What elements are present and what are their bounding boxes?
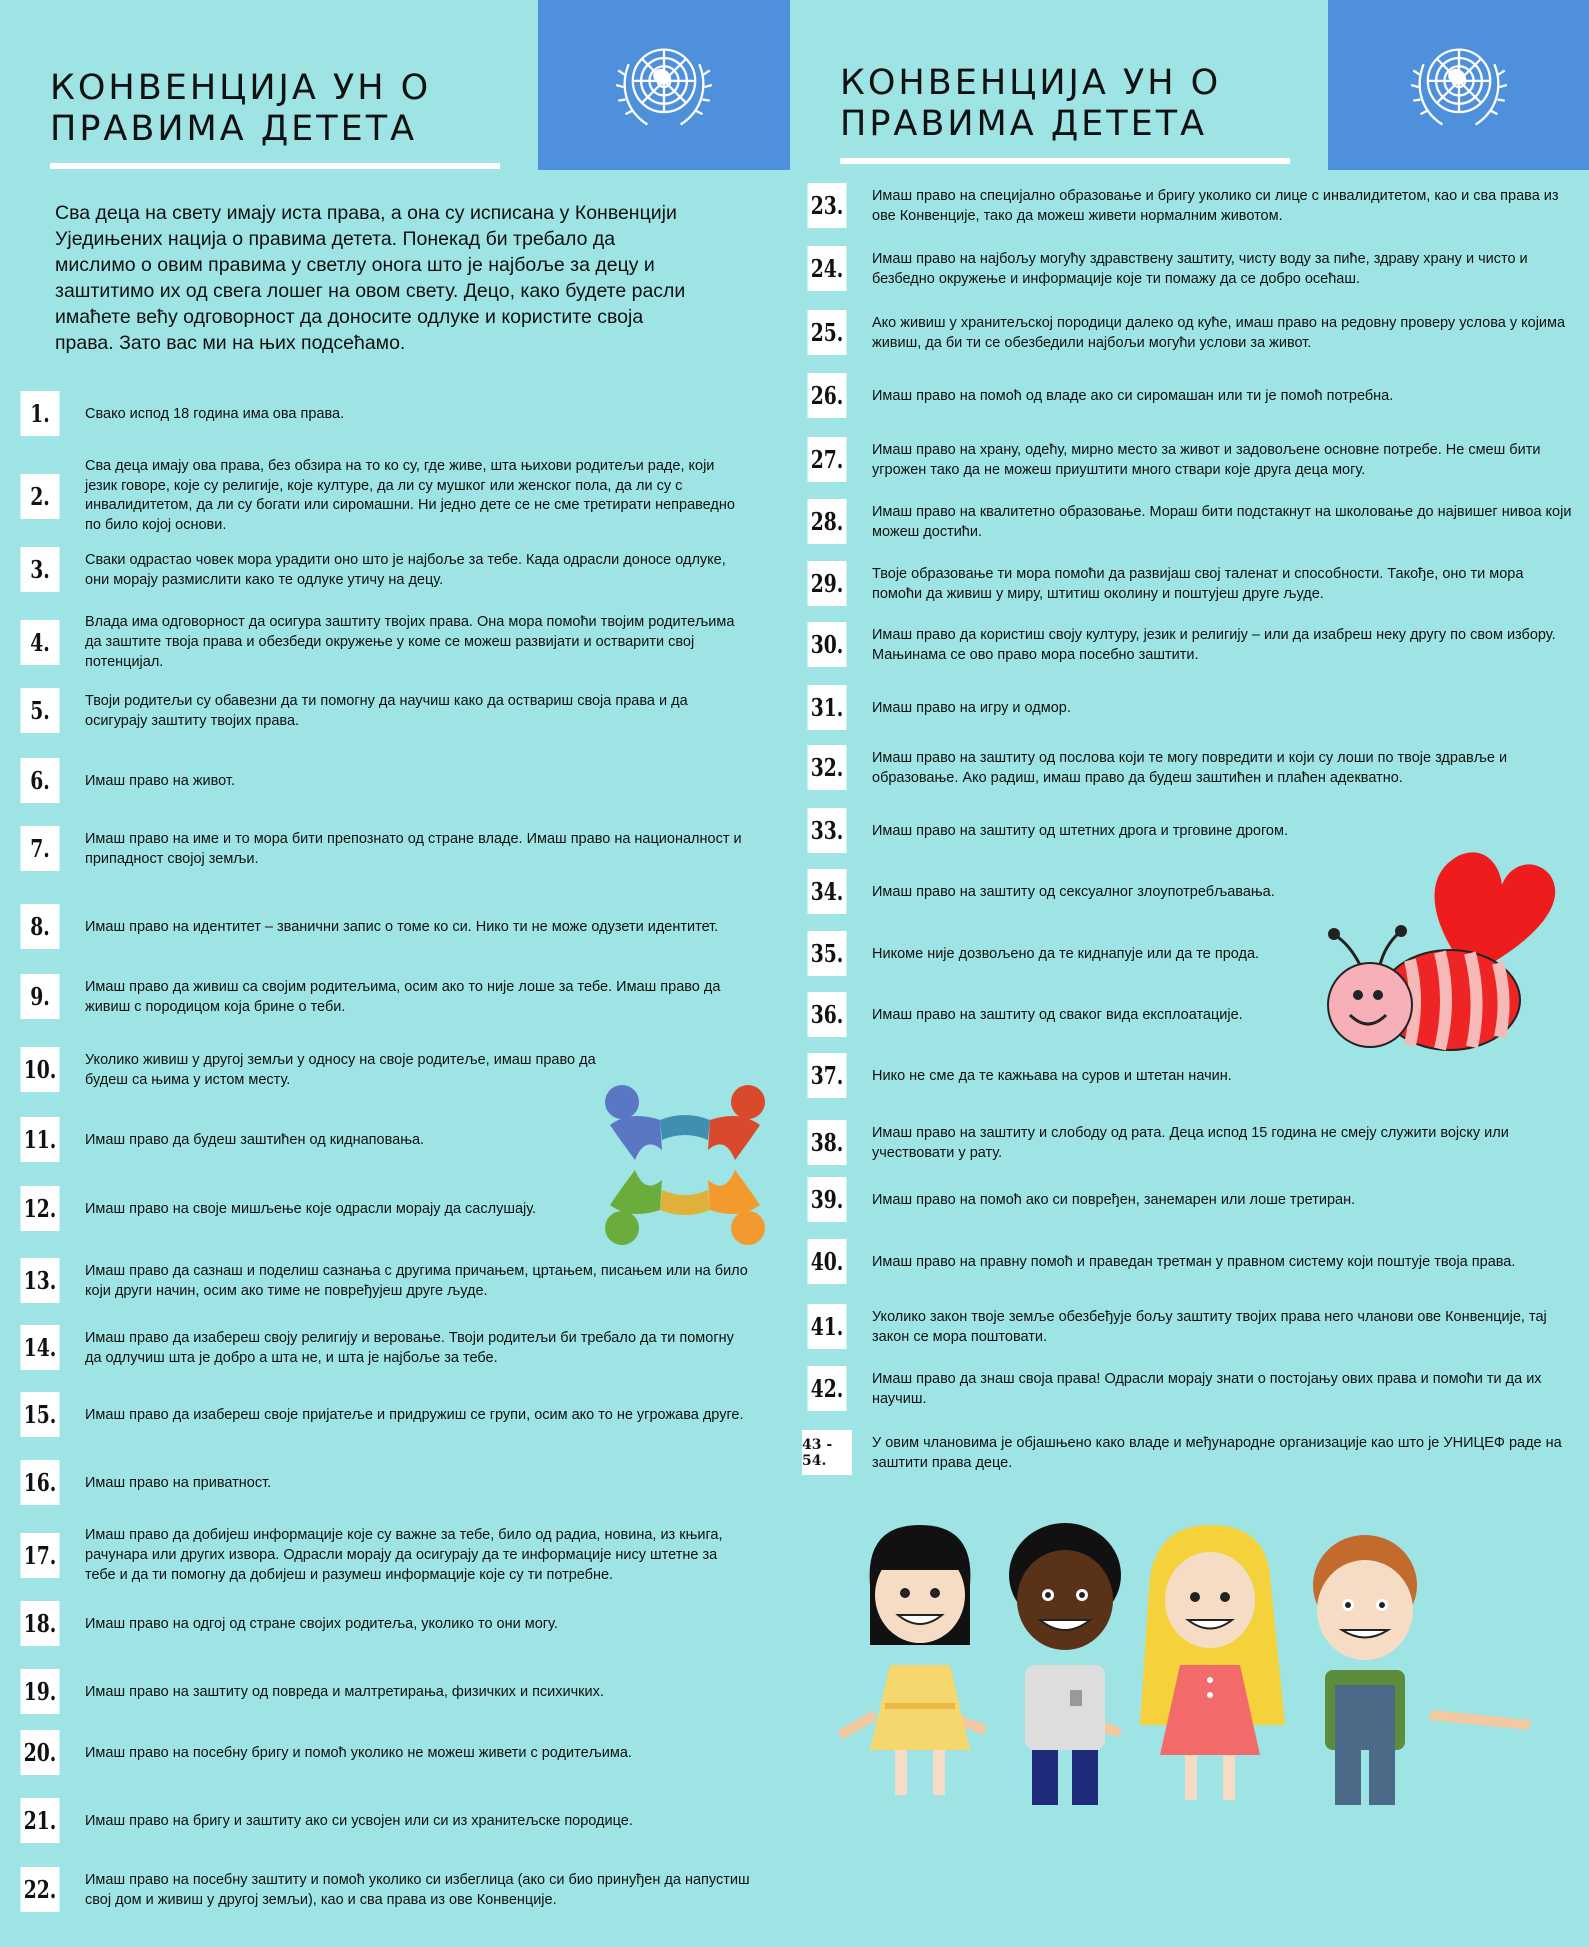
list-item: 35. Никоме није дозвољено да те киднапује или да те прода. bbox=[802, 931, 1572, 976]
list-item: 36. Имаш право на заштиту од сваког вида експлоатације. bbox=[802, 992, 1572, 1037]
list-item: 42. Имаш право да знаш своја права! Одрасли морају знати о постојању ових права и помоћи ти да их научиш. bbox=[802, 1366, 1572, 1411]
un-emblem-icon bbox=[612, 33, 716, 137]
list-item: 13. Имаш право да сазнаш и поделиш сазнања с другима причањем, цртањем, писањем или на било који други начин, осим ако тиме не повређујеш друге људе. bbox=[15, 1258, 750, 1303]
bee-heart-icon bbox=[1310, 835, 1560, 1085]
list-item: 22. Имаш право на посебну заштиту и помоћ уколико си избеглица (ако си био принуђен да напустиш свој дом и живиш у другој земљи), као и сва права из ове Конвенције. bbox=[15, 1867, 750, 1912]
list-item: 40. Имаш право на правну помоћ и праведан третман у правном систему који поштује твоја права. bbox=[802, 1239, 1572, 1284]
list-item: 7. Имаш право на име и то мора бити препознато од стране владе. Имаш право на националност и припадност својој земљи. bbox=[15, 826, 750, 871]
list-item: 30. Имаш право да користиш своју културу, језик и религију – или да изабреш неку другу по свом избору. Мањинама се ово право мора посебно заштити. bbox=[802, 622, 1572, 667]
un-logo-box bbox=[1328, 0, 1589, 170]
list-item: 23. Имаш право на специјално образовање и бригу уколико си лице с инвалидитетом, као и сва права из ове Конвенције, тако да можеш живети нормалним животом. bbox=[802, 183, 1572, 228]
list-item: 27. Имаш право на храну, одећу, мирно место за живот и задовољене основне потребе. Не смеш бити угрожен тако да не можеш приуштити много ствари које друга деца могу. bbox=[802, 437, 1572, 482]
title-underline bbox=[50, 163, 500, 169]
people-circle-icon bbox=[600, 1080, 770, 1250]
page-title-right: КОНВЕНЦИЈА УН О ПРАВИМА ДЕТЕТА bbox=[840, 63, 1222, 144]
children-group-icon bbox=[820, 1515, 1580, 1815]
list-item: 19. Имаш право на заштиту од повреда и малтретирања, физичких и психичких. bbox=[15, 1669, 750, 1714]
right-column bbox=[790, 0, 1589, 1947]
list-item: 4. Влада има одговорност да осигура заштиту твојих права. Она мора помоћи твојим родитељима да заштите твоја права и обезбеди окружење у коме се можеш развијати и остварити свој потенцијал. bbox=[15, 612, 750, 672]
list-item: 29. Твоје образовање ти мора помоћи да развијаш свој таленат и способности. Такође, оно ти мора помоћи да живиш у миру, штитиш околину и поштујеш друге људе. bbox=[802, 561, 1572, 606]
list-item: 43 - 54. У овим члановима је објашњено како владе и међународне организације као што је УНИЦЕФ раде на заштити права деце. bbox=[802, 1430, 1572, 1475]
list-item: 21. Имаш право на бригу и заштиту ако си усвојен или си из хранитељске породице. bbox=[15, 1798, 750, 1843]
list-item: 32. Имаш право на заштиту од послова који те могу повредити и који су лоши по твоје здравље и образовање. Ако радиш, имаш право да будеш заштићен и плаћен адекватно. bbox=[802, 745, 1572, 790]
list-item: 9. Имаш право да живиш са својим родитељима, осим ако то није лоше за тебе. Имаш право да живиш с породицом која брине о теби. bbox=[15, 974, 750, 1019]
list-item: 5. Твоји родитељи су обавезни да ти помогну да научиш како да оствариш своја права и да осигурају заштиту твојих права. bbox=[15, 688, 750, 733]
list-item: 6. Имаш право на живот. bbox=[15, 758, 750, 803]
list-item: 25. Ако живиш у хранитељској породици далеко од куће, имаш право на редовну проверу услова у којима живиш, да би ти се обезбедили најбољи могући услови за живот. bbox=[802, 310, 1572, 355]
page-title: КОНВЕНЦИЈА УН О ПРАВИМА ДЕТЕТА bbox=[50, 68, 432, 149]
list-item: 37. Нико не сме да те кажњава на суров и штетан начин. bbox=[802, 1053, 1572, 1098]
list-item: 10. Уколико живиш у другој земљи у односу на своје родитеље, имаш право да будеш са њима у истом месту. bbox=[15, 1047, 605, 1092]
list-item: 16. Имаш право на приватност. bbox=[15, 1460, 750, 1505]
list-item: 2. Сва деца имају ова права, без обзира на то ко су, где живе, шта њихови родитељи раде, који језик говоре, које су религије, које културе, да ли су мушког или женског пола, да ли су с инвалидитетом, да ли су богати или сиромашни. Ни једно дете се не сме третирати неправедно по било којој основи. bbox=[15, 457, 750, 535]
list-item: 28. Имаш право на квалитетно образовање. Мораш бити подстакнут на школовање до највишег нивоа који можеш достићи. bbox=[802, 499, 1572, 544]
list-item: 3. Сваки одрастао човек мора урадити оно што је најбоље за тебе. Када одрасли доносе одлуке, они морају размислити како те одлуке утичу на децу. bbox=[15, 547, 750, 592]
list-item: 39. Имаш право на помоћ ако си повређен, занемарен или лоше третиран. bbox=[802, 1177, 1572, 1222]
list-item: 20. Имаш право на посебну бригу и помоћ уколико не можеш живети с родитељима. bbox=[15, 1730, 750, 1775]
left-column bbox=[0, 0, 790, 1947]
list-item: 17. Имаш право да добијеш информације које су важне за тебе, било од радиа, новина, из књига, рачунара или других извора. Одрасли морају да осигурају да те информације нису штетне за тебе и да ти помогну да добијеш и разумеш информације које су ти потребне. bbox=[15, 1525, 750, 1585]
list-item: 24. Имаш право на најбољу могућу здравствену заштиту, чисту воду за пиће, здраву храну и чисто и безбедно окружење и информације које ти помажу да се добро осећаш. bbox=[802, 246, 1572, 291]
list-item: 11. Имаш право да будеш заштићен од киднаповања. bbox=[15, 1117, 750, 1162]
list-item: 8. Имаш право на идентитет – званични запис о томе ко си. Нико ти не може одузети идентитет. bbox=[15, 904, 750, 949]
list-item: 38. Имаш право на заштиту и слободу од рата. Деца испод 15 година не смеју служити војску или учествовати у рату. bbox=[802, 1120, 1572, 1165]
intro-paragraph: Сва деца на свету имају иста права, а она су исписана у Конвенцији Уједињених нација о правима детета. Понекад би требало да мислимо о овим правима у светлу онога што је најбоље за децу и заштитимо их од свега лошег на овом свету. Децо, како будете расли имаћете већу одговорност да доносите одлуке и користите своја права. Зато вас ми на њих подсећамо. bbox=[55, 202, 686, 354]
list-item: 33. Имаш право на заштиту од штетних дрога и трговине дрогом. bbox=[802, 808, 1572, 853]
un-emblem-icon bbox=[1407, 33, 1511, 137]
list-item: 12. Имаш право на своје мишљење које одрасли морају да саслушају. bbox=[15, 1186, 750, 1231]
list-item: 18. Имаш право на одгој од стране својих родитеља, уколико то они могу. bbox=[15, 1601, 750, 1646]
list-item: 26. Имаш право на помоћ од владе ако си сиромашан или ти је помоћ потребна. bbox=[802, 373, 1572, 418]
list-item: 14. Имаш право да изабереш своју религију и веровање. Твоји родитељи би требало да ти помогну да одлучиш шта је добро а шта не, и шта је најбоље за тебе. bbox=[15, 1325, 750, 1370]
list-item: 34. Имаш право на заштиту од сексуалног злоупотребљавања. bbox=[802, 869, 1572, 914]
list-item: 15. Имаш право да изабереш своје пријатеље и придружиш се групи, осим ако то не угрожава друге. bbox=[15, 1392, 750, 1437]
list-item: 31. Имаш право на игру и одмор. bbox=[802, 685, 1572, 730]
list-item: 1. Свако испод 18 година има ова права. bbox=[15, 391, 750, 436]
un-logo-box bbox=[538, 0, 790, 170]
list-item: 41. Уколико закон твоје земље обезбеђује бољу заштиту твојих права него чланови ове Конвенције, тај закон се мора поштовати. bbox=[802, 1304, 1572, 1349]
title-underline bbox=[840, 158, 1290, 164]
